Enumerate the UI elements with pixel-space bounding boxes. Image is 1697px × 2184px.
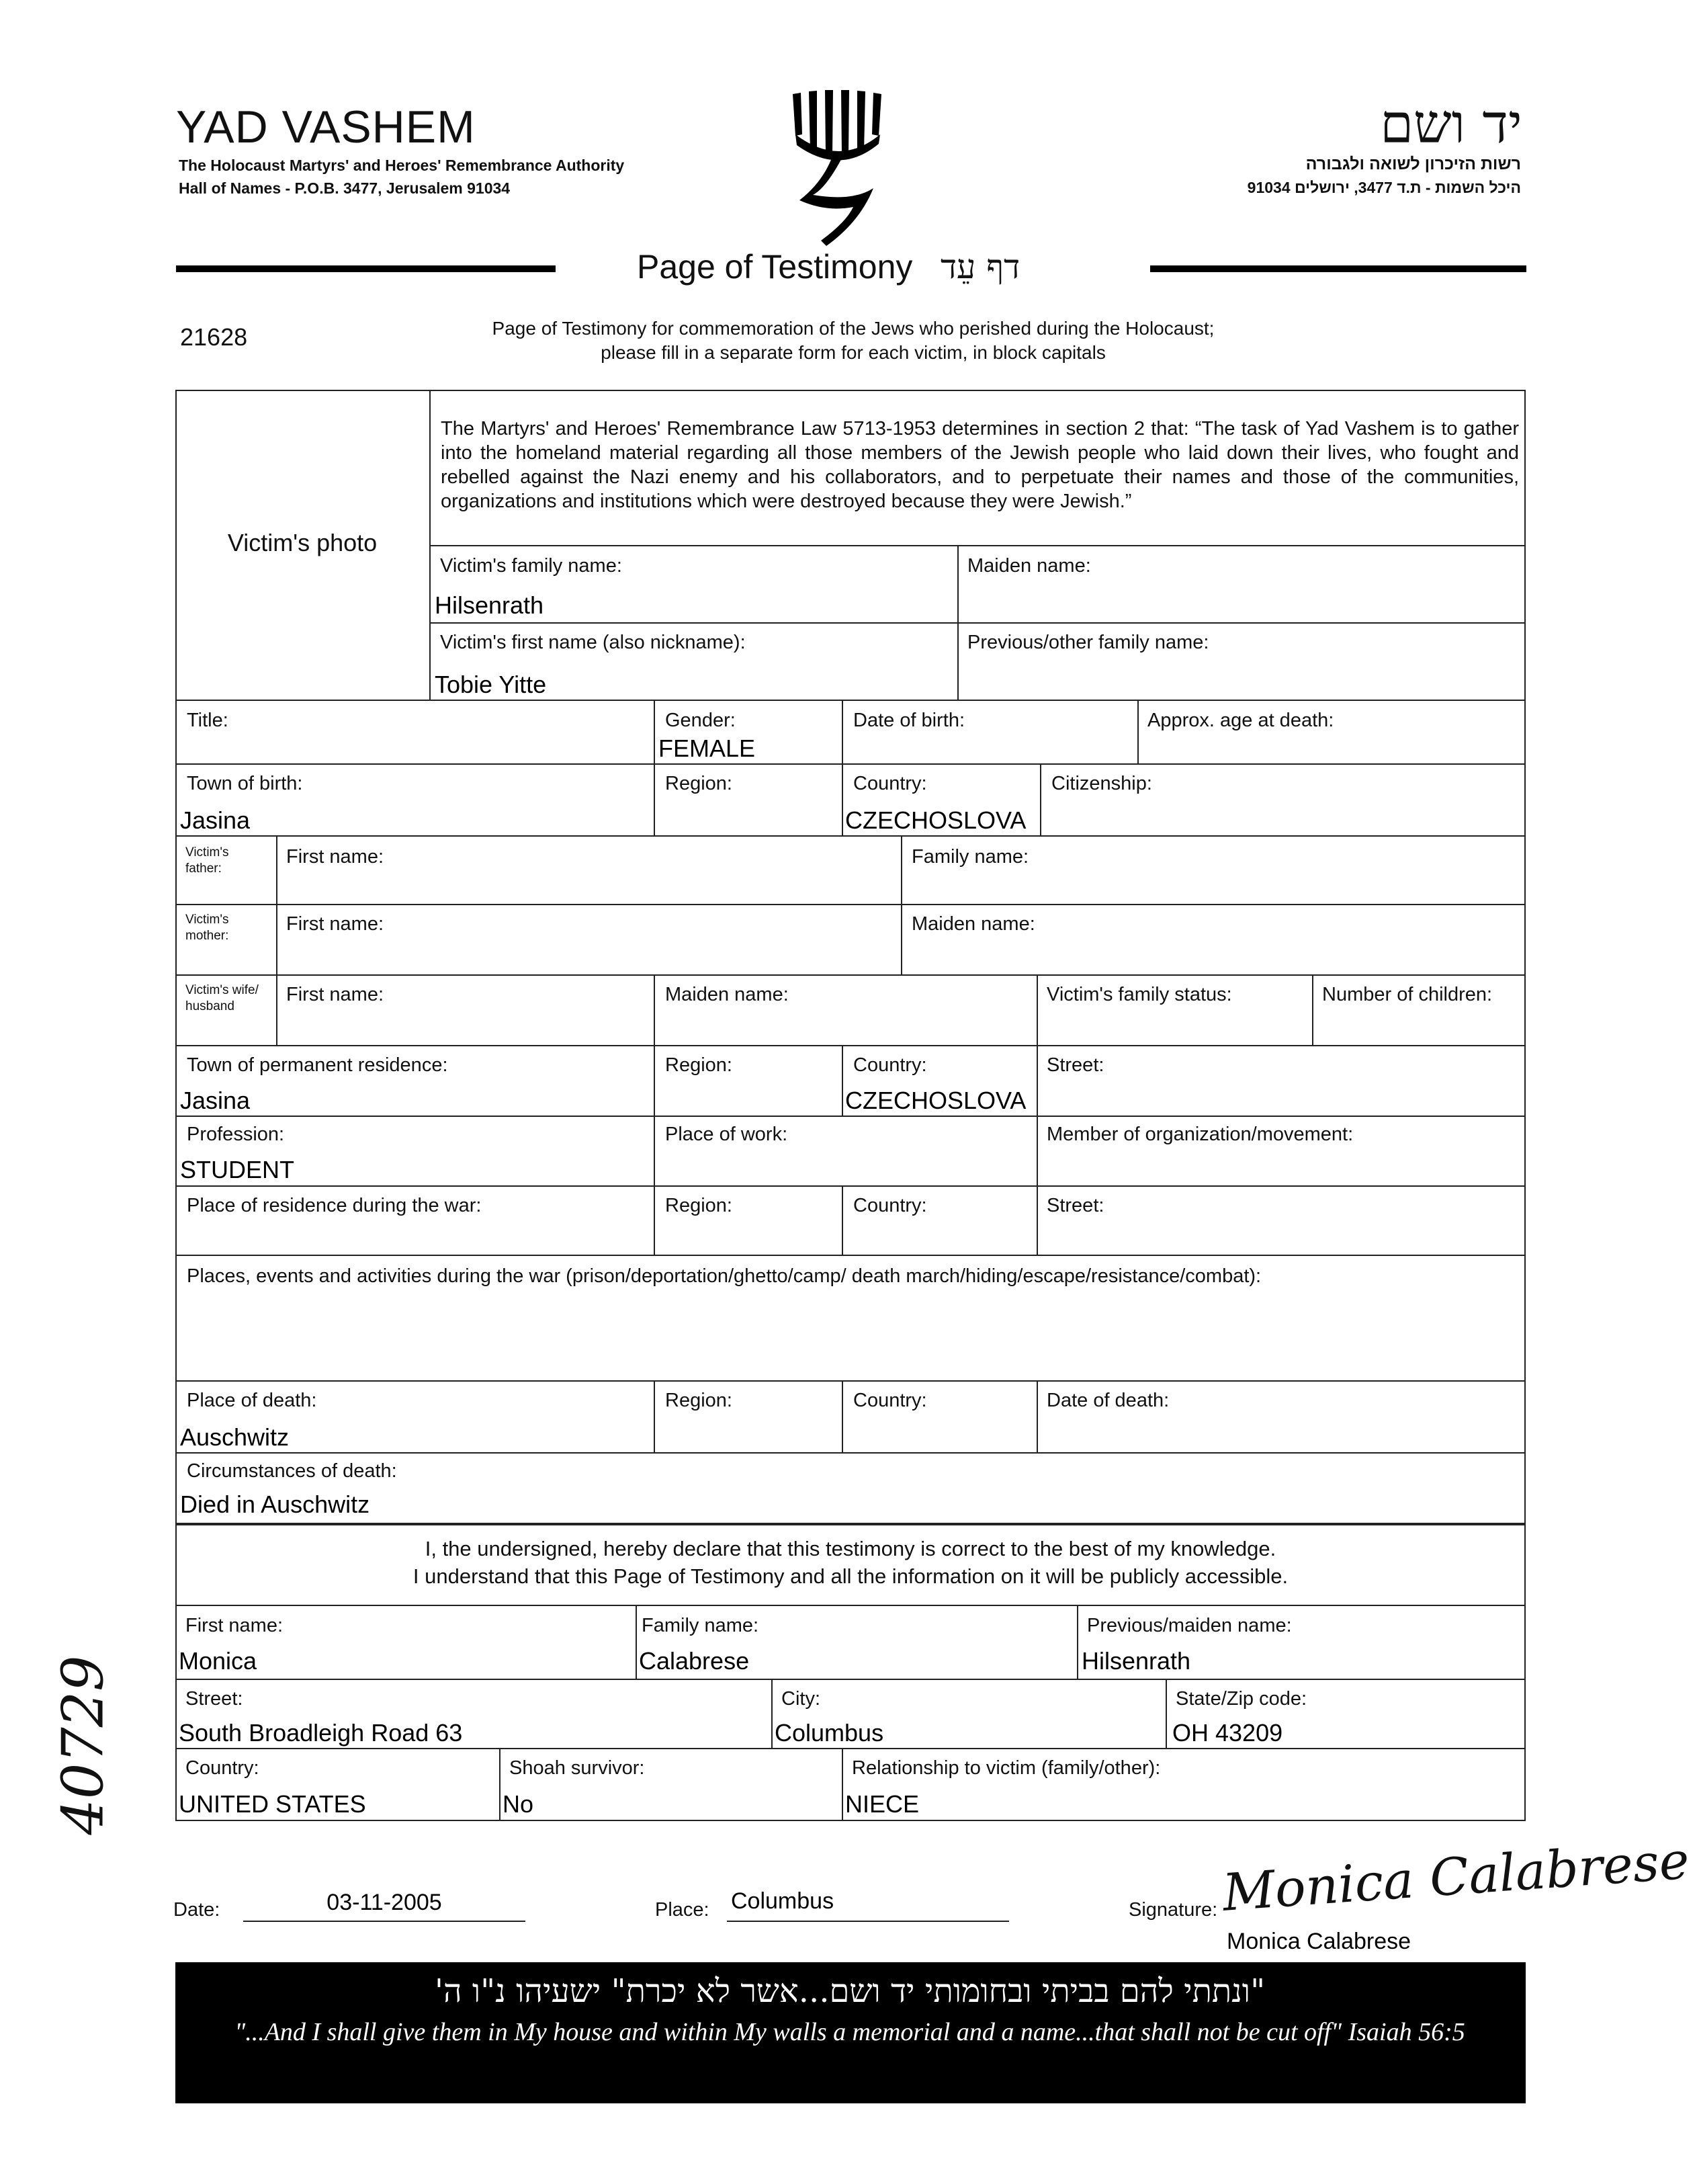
death-place-value: Auschwitz <box>180 1423 290 1451</box>
family-name-value: Hilsenrath <box>435 591 544 619</box>
submitter-relationship-label: Relationship to victim (family/other): <box>852 1757 1161 1779</box>
mother-label: Victim's mother: <box>185 913 229 943</box>
children-label: Number of children: <box>1322 984 1493 1005</box>
age-label: Approx. age at death: <box>1147 710 1334 731</box>
intro-line2: please fill in a separate form for each victim, in block capitals <box>601 342 1106 363</box>
mother-first-name-label: First name: <box>286 913 384 935</box>
submitter-family-name-value: Calabrese <box>639 1647 750 1675</box>
dob-label: Date of birth: <box>853 710 965 731</box>
maiden-name-label: Maiden name: <box>967 555 1091 577</box>
first-name-value: Tobie Yitte <box>435 671 547 698</box>
member-label: Member of organization/movement: <box>1047 1124 1354 1145</box>
title-label: Title: <box>187 710 228 731</box>
submitter-prev-name-value: Hilsenrath <box>1082 1647 1191 1675</box>
signature-label: Signature: <box>1129 1899 1218 1921</box>
father-label: Victim's father: <box>185 845 229 876</box>
submitter-family-name-label: Family name: <box>642 1615 759 1636</box>
residence-street-label: Street: <box>1047 1054 1104 1076</box>
declaration-line1: I, the undersigned, hereby declare that this testimony is correct to the best of my knowledge. <box>425 1537 1276 1560</box>
spouse-maiden-name-label: Maiden name: <box>665 984 789 1005</box>
date-value: 03-11-2005 <box>327 1890 442 1915</box>
submitter-state-label: State/Zip code: <box>1176 1688 1307 1710</box>
signature-script: Monica Calabrese <box>1220 1830 1692 1923</box>
spouse-label: Victim's wife/ husband <box>185 983 259 1013</box>
submitter-country-label: Country: <box>185 1757 259 1779</box>
family-status-label: Victim's family status: <box>1047 984 1232 1005</box>
title-bar-right <box>1150 265 1526 272</box>
page-title: Page of Testimony <box>637 248 913 286</box>
hebrew-name: יד ושם <box>1380 93 1522 155</box>
date-label: Date: <box>173 1899 220 1921</box>
submitter-country-value: UNITED STATES <box>179 1790 366 1818</box>
war-events-label: Places, events and activities during the war (prison/deportation/ghetto/camp/ death march/hiding/escape/resistance/combat): <box>187 1265 1262 1287</box>
circumstances-value: Died in Auschwitz <box>180 1490 370 1518</box>
first-name-label: Victim's first name (also nickname): <box>440 632 746 653</box>
family-name-label: Victim's family name: <box>440 555 622 577</box>
org-name: YAD VASHEM <box>176 101 476 153</box>
father-first-name-label: First name: <box>286 846 384 868</box>
war-residence-label: Place of residence during the war: <box>187 1195 482 1216</box>
submitter-table <box>175 1605 1526 1821</box>
birth-country-value: CZECHOSLOVA <box>845 806 1027 834</box>
place-label: Place: <box>655 1899 709 1921</box>
residence-town-value: Jasina <box>180 1087 251 1114</box>
circumstances-label: Circumstances of death: <box>187 1460 397 1482</box>
place-value: Columbus <box>731 1888 834 1914</box>
previous-name-label: Previous/other family name: <box>967 632 1209 653</box>
org-line2: Hall of Names - P.O.B. 3477, Jerusalem 91034 <box>179 179 511 197</box>
death-country-label: Country: <box>853 1390 927 1411</box>
submitter-survivor-label: Shoah survivor: <box>509 1757 645 1779</box>
spouse-first-name-label: First name: <box>286 984 384 1005</box>
war-country-label: Country: <box>853 1195 927 1216</box>
profession-value: STUDENT <box>180 1156 294 1183</box>
submitter-first-name-value: Monica <box>179 1647 257 1675</box>
yad-vashem-logo <box>786 87 900 249</box>
form-table <box>175 390 1526 1524</box>
submitter-first-name-label: First name: <box>185 1615 284 1636</box>
declaration-line2: I understand that this Page of Testimony and all the information on it will be publicly accessible. <box>412 1564 1289 1588</box>
submitter-street-label: Street: <box>185 1688 243 1710</box>
margin-handwritten-number: 40729 <box>50 1655 116 1835</box>
town-birth-value: Jasina <box>180 806 251 834</box>
submitter-survivor-value: No <box>503 1790 534 1818</box>
residence-town-label: Town of permanent residence: <box>187 1054 448 1076</box>
hebrew-line2: היכל השמות - ת.ד 3477, ירושלים 91034 <box>1247 179 1521 196</box>
submitter-relationship-value: NIECE <box>845 1790 920 1818</box>
submitter-state-value: OH 43209 <box>1172 1719 1283 1747</box>
law-text: The Martyrs' and Heroes' Remembrance Law 5713-1953 determines in section 2 that: “The task of Yad Vashem is to gather into the homeland material regarding all those members of the Jewish people who laid down their lives, who fought and rebelled against the Nazi enemy and his collaborators, and to perpetuate their names and those of the communities, organizations and institutions which were destroyed because they were Jewish.” <box>441 418 1519 512</box>
place-of-work-label: Place of work: <box>665 1124 788 1145</box>
banner-hebrew: "ונתתי להם בביתי ובחומותי יד ושם...אשר לא יכרת" ישעיהו נ"ו ה' <box>434 1972 1266 2010</box>
war-street-label: Street: <box>1047 1195 1104 1216</box>
form-number: 21628 <box>180 323 248 351</box>
residence-region-label: Region: <box>665 1054 732 1076</box>
submitter-street-value: South Broadleigh Road 63 <box>179 1719 463 1747</box>
org-line1: The Holocaust Martyrs' and Heroes' Remembrance Authority <box>179 157 625 174</box>
birth-region-label: Region: <box>665 773 732 794</box>
death-place-label: Place of death: <box>187 1390 317 1411</box>
residence-country-label: Country: <box>853 1054 927 1076</box>
death-date-label: Date of death: <box>1047 1390 1170 1411</box>
residence-country-value: CZECHOSLOVA <box>845 1087 1027 1114</box>
banner-english: "...And I shall give them in My house and within My walls a memorial and a name...that shall not be cut off" Isaiah 56:5 <box>234 2018 1465 2046</box>
submitter-city-value: Columbus <box>775 1719 884 1747</box>
profession-label: Profession: <box>187 1124 285 1145</box>
submitter-prev-name-label: Previous/maiden name: <box>1087 1615 1292 1636</box>
town-birth-label: Town of birth: <box>187 773 303 794</box>
gender-label: Gender: <box>665 710 736 731</box>
birth-country-label: Country: <box>853 773 927 794</box>
signature-name: Monica Calabrese <box>1227 1929 1411 1954</box>
mother-maiden-name-label: Maiden name: <box>912 913 1035 935</box>
death-region-label: Region: <box>665 1390 732 1411</box>
citizenship-label: Citizenship: <box>1051 773 1152 794</box>
intro-line1: Page of Testimony for commemoration of the Jews who perished during the Holocaust; <box>492 318 1215 339</box>
page-title-hebrew: דף עֵד <box>941 247 1020 286</box>
submitter-city-label: City: <box>781 1688 820 1710</box>
gender-value: FEMALE <box>658 734 756 762</box>
father-family-name-label: Family name: <box>912 846 1029 868</box>
hebrew-line1: רשות הזיכרון לשואה ולגבורה <box>1305 155 1521 173</box>
war-region-label: Region: <box>665 1195 732 1216</box>
victim-photo-label: Victim's photo <box>227 529 378 556</box>
title-bar-left <box>176 265 556 272</box>
